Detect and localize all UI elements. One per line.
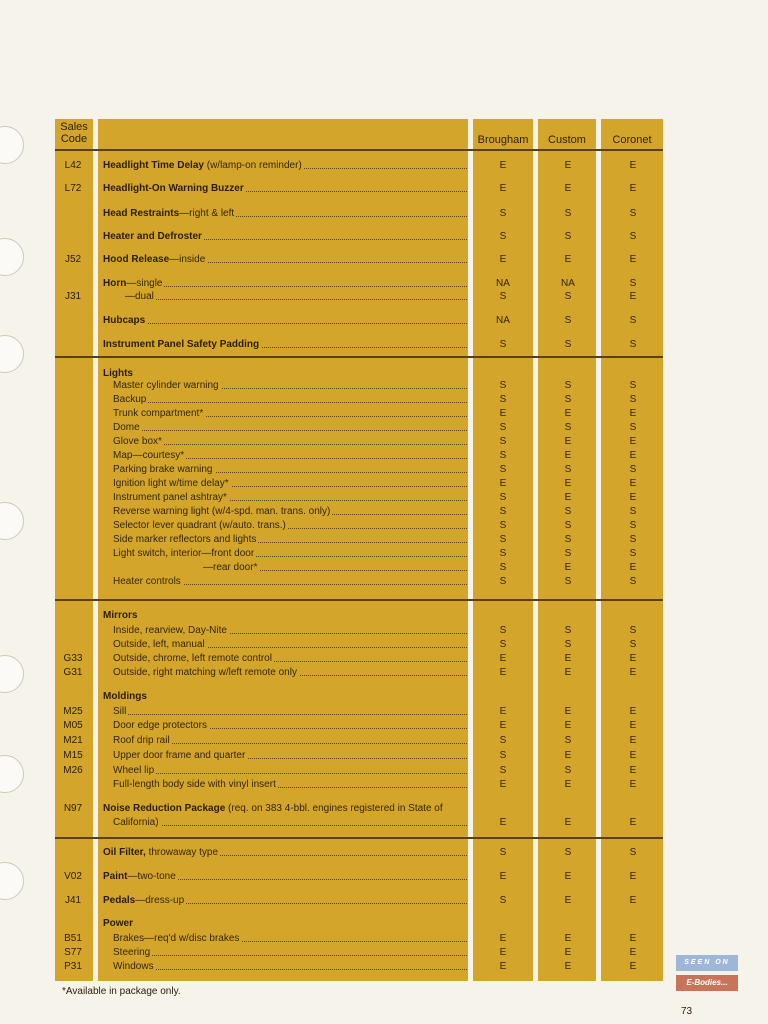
option-detail: (req. on 383 4-bbl. engines registered in State of	[225, 803, 443, 814]
availability-cell: E	[629, 492, 637, 503]
option-name: Hood Release	[103, 254, 170, 265]
option-detail: Upper door frame and quarter	[113, 750, 246, 761]
availability-cell: E	[564, 478, 572, 489]
option-detail: Side marker reflectors and lights	[113, 534, 257, 545]
binder-hole	[0, 862, 24, 900]
section-heading	[103, 917, 467, 930]
binder-hole	[0, 502, 24, 540]
option-detail: —single	[126, 278, 163, 289]
binder-hole	[0, 755, 24, 793]
option-detail: Outside, left, manual	[113, 639, 205, 650]
option-detail: Mirrors	[103, 610, 138, 621]
sales-code: M15	[63, 750, 83, 761]
section-rule	[55, 356, 663, 358]
availability-cell: S	[629, 208, 637, 219]
availability-cell: E	[629, 720, 637, 731]
section-rule	[55, 837, 663, 839]
option-name: Headlight-On Warning Buzzer	[103, 183, 244, 194]
sales-code-header: Sales Code	[60, 121, 88, 145]
availability-cell: S	[629, 231, 637, 242]
custom-header: Custom	[548, 134, 586, 146]
option-detail: Dome	[113, 422, 140, 433]
binder-hole	[0, 335, 24, 373]
sales-code: L42	[64, 160, 82, 171]
availability-cell: S	[564, 422, 572, 433]
availability-cell: S	[564, 847, 572, 858]
availability-cell: E	[629, 450, 637, 461]
availability-cell: E	[499, 961, 507, 972]
option-name: Headlight Time Delay	[103, 160, 204, 171]
option-label	[203, 561, 467, 574]
availability-cell: S	[564, 231, 572, 242]
dot-leader	[113, 825, 467, 826]
option-detail: Parking brake warning	[113, 464, 213, 475]
availability-cell: S	[629, 422, 637, 433]
availability-cell: E	[629, 765, 637, 776]
option-label	[113, 816, 467, 829]
availability-cell: S	[499, 506, 507, 517]
availability-cell: E	[629, 735, 637, 746]
availability-cell: S	[499, 208, 507, 219]
option-detail: Steering	[113, 947, 151, 958]
availability-cell: S	[499, 450, 507, 461]
sales-code: M25	[63, 706, 83, 717]
availability-cell: S	[629, 576, 637, 587]
availability-cell: E	[564, 436, 572, 447]
availability-cell: S	[564, 639, 572, 650]
dot-leader	[103, 323, 467, 324]
option-label	[113, 421, 467, 434]
availability-cell: S	[629, 339, 637, 350]
availability-cell: E	[499, 667, 507, 678]
option-label	[103, 230, 467, 243]
sales-code: N97	[63, 803, 83, 814]
option-detail: throwaway type	[145, 847, 219, 858]
availability-cell: S	[629, 520, 637, 531]
option-label	[103, 159, 467, 172]
option-label	[113, 547, 467, 560]
dot-leader	[113, 955, 467, 956]
availability-cell: S	[564, 464, 572, 475]
option-label	[113, 519, 467, 532]
availability-cell: S	[499, 534, 507, 545]
sales-code: M26	[63, 765, 83, 776]
option-label	[125, 290, 467, 303]
option-detail: Power	[103, 918, 134, 929]
availability-cell: E	[564, 720, 572, 731]
option-name: Pedals	[103, 895, 136, 906]
option-detail: Outside, chrome, left remote control	[113, 653, 272, 664]
availability-cell: S	[564, 506, 572, 517]
column-divider	[93, 119, 98, 981]
availability-cell: S	[564, 380, 572, 391]
sales-code: J41	[64, 895, 82, 906]
option-name: Oil Filter,	[103, 847, 146, 858]
option-detail: Sill	[113, 706, 127, 717]
availability-cell: E	[499, 408, 507, 419]
availability-cell: E	[499, 706, 507, 717]
availability-cell: S	[564, 625, 572, 636]
availability-cell: E	[629, 254, 637, 265]
option-label	[113, 407, 467, 420]
availability-cell: E	[564, 750, 572, 761]
option-detail: Wheel lip	[113, 765, 155, 776]
seen-on-badge	[676, 955, 738, 993]
option-label	[113, 638, 467, 651]
option-label	[113, 946, 467, 959]
section-heading	[103, 609, 467, 622]
option-detail: Light switch, interior—front door	[113, 548, 255, 559]
option-label	[103, 314, 467, 327]
availability-cell: E	[564, 183, 572, 194]
availability-cell: S	[499, 394, 507, 405]
option-label	[113, 379, 467, 392]
availability-cell: E	[564, 492, 572, 503]
availability-cell: E	[564, 160, 572, 171]
availability-cell: S	[499, 231, 507, 242]
dot-leader	[113, 444, 467, 445]
sales-code: J52	[64, 254, 82, 265]
option-label	[113, 652, 467, 665]
option-label	[113, 764, 467, 777]
availability-cell: S	[499, 639, 507, 650]
availability-cell: S	[629, 315, 637, 326]
option-detail: Map—courtesy*	[113, 450, 185, 461]
availability-cell: S	[629, 534, 637, 545]
availability-cell: E	[629, 706, 637, 717]
availability-cell: S	[629, 625, 637, 636]
availability-cell: S	[499, 548, 507, 559]
availability-cell: S	[499, 735, 507, 746]
availability-cell: S	[499, 291, 507, 302]
availability-cell: E	[629, 667, 637, 678]
availability-cell: E	[564, 706, 572, 717]
availability-cell: NA	[496, 315, 510, 326]
availability-cell: S	[499, 576, 507, 587]
availability-cell: E	[629, 871, 637, 882]
dot-leader	[113, 430, 467, 431]
availability-cell: S	[564, 339, 572, 350]
availability-cell: S	[564, 548, 572, 559]
option-label	[113, 960, 467, 973]
availability-cell: E	[629, 750, 637, 761]
option-detail: —inside	[169, 254, 206, 265]
availability-cell: E	[564, 895, 572, 906]
option-detail: Reverse warning light (w/4-spd. man. trans. only)	[113, 506, 331, 517]
option-name: Instrument Panel Safety Padding	[103, 339, 260, 350]
option-detail: (w/lamp-on reminder)	[203, 160, 302, 171]
sales-code: P31	[64, 961, 82, 972]
page-number: 73	[681, 1006, 693, 1017]
sales-code: S77	[64, 947, 82, 958]
option-detail: Full-length body side with vinyl insert	[113, 779, 276, 790]
availability-cell: E	[499, 720, 507, 731]
binder-hole	[0, 126, 24, 164]
availability-cell: E	[499, 183, 507, 194]
availability-cell: E	[629, 961, 637, 972]
availability-cell: E	[629, 183, 637, 194]
badge-top: SEEN ON	[676, 955, 738, 971]
availability-cell: E	[629, 160, 637, 171]
option-detail: Outside, right matching w/left remote only	[113, 667, 297, 678]
availability-cell: S	[499, 464, 507, 475]
option-detail: Master cylinder warning	[113, 380, 219, 391]
option-label	[103, 802, 467, 815]
availability-cell: E	[499, 653, 507, 664]
option-detail: Windows	[113, 961, 154, 972]
availability-cell: E	[499, 478, 507, 489]
availability-cell: E	[629, 817, 637, 828]
availability-cell: S	[564, 394, 572, 405]
badge-bottom: E-Bodies...	[676, 975, 738, 991]
availability-cell: E	[629, 779, 637, 790]
option-label	[113, 932, 467, 945]
availability-cell: S	[564, 576, 572, 587]
availability-cell: E	[564, 653, 572, 664]
availability-cell: E	[629, 562, 637, 573]
availability-cell: S	[499, 422, 507, 433]
section-heading	[103, 690, 467, 703]
availability-cell: E	[629, 291, 637, 302]
binder-hole	[0, 655, 24, 693]
option-detail: Instrument panel ashtray*	[113, 492, 227, 503]
availability-cell: S	[629, 506, 637, 517]
option-detail: Trunk compartment*	[113, 408, 204, 419]
availability-cell: S	[629, 464, 637, 475]
availability-cell: S	[499, 380, 507, 391]
availability-cell: S	[499, 492, 507, 503]
availability-cell: E	[629, 436, 637, 447]
availability-cell: S	[499, 562, 507, 573]
availability-cell: E	[629, 653, 637, 664]
availability-cell: S	[499, 765, 507, 776]
option-name: Hubcaps	[103, 315, 146, 326]
availability-cell: E	[629, 478, 637, 489]
option-detail: —right & left	[179, 208, 235, 219]
availability-cell: E	[629, 947, 637, 958]
dot-leader	[125, 299, 467, 300]
options-table	[55, 119, 663, 981]
option-detail: California)	[113, 817, 159, 828]
option-detail: Inside, rearview, Day-Nite	[113, 625, 227, 636]
availability-cell: S	[564, 735, 572, 746]
availability-cell: S	[629, 380, 637, 391]
availability-cell: S	[499, 339, 507, 350]
option-label	[113, 575, 467, 588]
availability-cell: E	[564, 667, 572, 678]
availability-cell: E	[629, 408, 637, 419]
option-label	[103, 182, 467, 195]
option-label	[103, 207, 467, 220]
option-detail: Selector lever quadrant (w/auto. trans.)	[113, 520, 286, 531]
availability-cell: E	[564, 933, 572, 944]
availability-cell: S	[629, 847, 637, 858]
option-detail: —dress-up	[135, 895, 185, 906]
availability-cell: S	[564, 765, 572, 776]
dot-leader	[113, 773, 467, 774]
availability-cell: E	[564, 408, 572, 419]
header-rule	[55, 149, 663, 151]
option-label	[113, 734, 467, 747]
option-label	[103, 277, 467, 290]
section-rule	[55, 599, 663, 601]
option-detail: Backup	[113, 394, 147, 405]
option-detail: —two-tone	[127, 871, 176, 882]
brougham-header: Brougham	[477, 134, 529, 146]
availability-cell: S	[499, 520, 507, 531]
availability-cell: E	[564, 817, 572, 828]
availability-cell: E	[564, 254, 572, 265]
sales-code: B51	[64, 933, 82, 944]
option-label	[113, 505, 467, 518]
sales-code: G31	[63, 667, 83, 678]
dot-leader	[113, 402, 467, 403]
availability-cell: NA	[496, 278, 510, 289]
availability-cell: S	[629, 394, 637, 405]
option-name: Paint	[103, 871, 128, 882]
sales-code: L72	[64, 183, 82, 194]
sales-code: J31	[64, 291, 82, 302]
availability-cell: E	[564, 947, 572, 958]
availability-cell: E	[629, 895, 637, 906]
availability-cell: E	[564, 562, 572, 573]
option-name: Noise Reduction Package	[103, 803, 226, 814]
sales-code: V02	[64, 871, 82, 882]
option-label	[113, 393, 467, 406]
coronet-header: Coronet	[612, 134, 652, 146]
availability-cell: S	[564, 208, 572, 219]
availability-cell: S	[629, 548, 637, 559]
availability-cell: S	[499, 750, 507, 761]
availability-cell: S	[629, 639, 637, 650]
availability-cell: S	[499, 895, 507, 906]
option-label	[113, 705, 467, 718]
option-detail: Heater controls	[113, 576, 181, 587]
availability-cell: S	[564, 534, 572, 545]
availability-cell: S	[629, 278, 637, 289]
option-label	[103, 253, 467, 266]
sales-code: M21	[63, 735, 83, 746]
option-label	[103, 870, 467, 883]
option-detail: Lights	[103, 368, 133, 379]
availability-cell: E	[499, 254, 507, 265]
option-detail: Ignition light w/time delay*	[113, 478, 229, 489]
availability-cell: S	[564, 315, 572, 326]
option-label	[113, 624, 467, 637]
availability-cell: E	[564, 871, 572, 882]
option-label	[113, 666, 467, 679]
availability-cell: S	[564, 291, 572, 302]
option-label	[113, 463, 467, 476]
option-detail: Roof drip rail	[113, 735, 170, 746]
option-detail: Glove box*	[113, 436, 162, 447]
availability-cell: E	[499, 779, 507, 790]
availability-cell: E	[499, 160, 507, 171]
availability-cell: E	[499, 933, 507, 944]
option-label	[103, 894, 467, 907]
option-detail: Brakes—req'd w/disc brakes	[113, 933, 240, 944]
option-label	[113, 477, 467, 490]
availability-cell: E	[629, 933, 637, 944]
option-detail: Moldings	[103, 691, 147, 702]
availability-cell: S	[499, 847, 507, 858]
option-name: Horn	[103, 278, 127, 289]
sales-code: G33	[63, 653, 83, 664]
option-label	[113, 449, 467, 462]
availability-cell: E	[499, 817, 507, 828]
availability-cell: E	[499, 947, 507, 958]
availability-cell: NA	[561, 278, 575, 289]
footnote: *Available in package only.	[62, 986, 181, 997]
option-label	[113, 719, 467, 732]
option-label	[113, 533, 467, 546]
availability-cell: S	[499, 436, 507, 447]
option-label	[103, 338, 467, 351]
option-label	[113, 435, 467, 448]
availability-cell: S	[564, 520, 572, 531]
availability-cell: E	[564, 450, 572, 461]
option-name: Head Restraints	[103, 208, 180, 219]
option-label	[113, 778, 467, 791]
binder-hole	[0, 238, 24, 276]
option-name: Heater and Defroster	[103, 231, 202, 242]
sales-code: M05	[63, 720, 83, 731]
option-detail: —rear door*	[203, 562, 258, 573]
option-detail: Door edge protectors	[113, 720, 207, 731]
option-label	[103, 846, 467, 859]
dot-leader	[113, 714, 467, 715]
option-label	[113, 749, 467, 762]
option-detail: —dual	[125, 291, 154, 302]
availability-cell: S	[499, 625, 507, 636]
availability-cell: E	[564, 961, 572, 972]
dot-leader	[113, 969, 467, 970]
availability-cell: E	[564, 779, 572, 790]
option-label	[113, 491, 467, 504]
availability-cell: E	[499, 871, 507, 882]
